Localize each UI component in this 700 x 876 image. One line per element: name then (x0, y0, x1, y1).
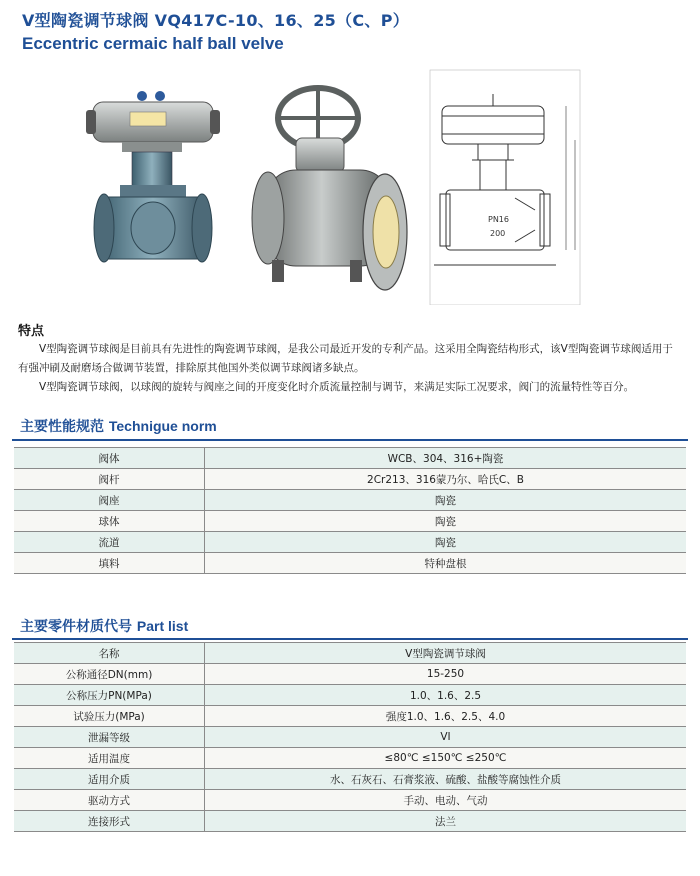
table-value: ≤80℃ ≤150℃ ≤250℃ (205, 748, 687, 769)
table-value: 15-250 (205, 664, 687, 685)
table-value: 特种盘根 (205, 553, 687, 574)
table-row (14, 769, 686, 790)
page-subtitle: Eccentric cermaic half ball velve (22, 34, 284, 53)
table-key: 公称通径DN(mm) (14, 664, 205, 685)
technique-heading-en: Technigue norm (108, 418, 217, 434)
table-value: 陶瓷 (205, 490, 687, 511)
table-key: 试验压力(MPa) (14, 706, 205, 727)
drawing-label-pn: PN16 (488, 215, 509, 224)
technique-heading-cn: 主要性能规范 (20, 419, 104, 435)
table-key: 适用温度 (14, 748, 205, 769)
table-row (14, 685, 686, 706)
table-key: 阀体 (14, 448, 205, 469)
table-key: 适用介质 (14, 769, 205, 790)
valve-technical-drawing (430, 70, 580, 305)
table-row (14, 532, 686, 553)
table-row (14, 469, 686, 490)
gear-valve-photo (252, 88, 407, 290)
table-row (14, 490, 686, 511)
table-row (14, 748, 686, 769)
technique-table (14, 447, 686, 574)
table-key: 球体 (14, 511, 205, 532)
table-key: 连接形式 (14, 811, 205, 832)
table-row (14, 448, 686, 469)
drawing-label-dn: 200 (490, 229, 506, 238)
table-value: V型陶瓷调节球阀 (205, 643, 687, 664)
table-row (14, 706, 686, 727)
table-value: WCB、304、316+陶瓷 (205, 448, 687, 469)
table-row (14, 511, 686, 532)
table-row (14, 643, 686, 664)
table-value: 法兰 (205, 811, 687, 832)
page-title: V型陶瓷调节球阀 VQ417C-10、16、25（C、P） (22, 11, 410, 30)
features-paragraph-1: V型陶瓷调节球阀是目前具有先进性的陶瓷调节球阀，是我公司最近开发的专利产品。这采用全陶瓷结构形式，该V型陶瓷调节球阀适用于有强冲刷及耐磨场合做调节装置，排除原其他国外类似调节球阀诸多缺点。 (18, 343, 673, 374)
table-key: 阀杆 (14, 469, 205, 490)
table-value: 强度1.0、1.6、2.5、4.0 (205, 706, 687, 727)
technique-rule (12, 439, 688, 441)
table-row (14, 811, 686, 832)
table-row (14, 790, 686, 811)
table-value: VI (205, 727, 687, 748)
table-key: 公称压力PN(MPa) (14, 685, 205, 706)
table-key: 名称 (14, 643, 205, 664)
table-row (14, 664, 686, 685)
parts-heading-cn: 主要零件材质代号 (20, 619, 132, 635)
table-value: 2Cr213、316蒙乃尔、哈氏C、B (205, 469, 687, 490)
technique-heading (20, 416, 217, 436)
table-key: 泄漏等级 (14, 727, 205, 748)
product-illustrations (0, 60, 700, 305)
features-paragraph-2: V型陶瓷调节球阀，以球阀的旋转与阀座之间的开度变化时介质流量控制与调节，来满足实际工况要求，阀门的流量特性等百分。 (39, 381, 635, 393)
table-value: 陶瓷 (205, 511, 687, 532)
table-value: 陶瓷 (205, 532, 687, 553)
table-key: 流道 (14, 532, 205, 553)
table-value: 1.0、1.6、2.5 (205, 685, 687, 706)
table-value: 水、石灰石、石膏浆液、硫酸、盐酸等腐蚀性介质 (205, 769, 687, 790)
parts-table (14, 642, 686, 832)
table-key: 驱动方式 (14, 790, 205, 811)
table-row (14, 553, 686, 574)
table-key: 阀座 (14, 490, 205, 511)
features-heading: 特点 (18, 324, 45, 339)
parts-heading-en: Part list (136, 618, 189, 634)
pneumatic-valve-photo (86, 91, 220, 262)
table-value: 手动、电动、气动 (205, 790, 687, 811)
table-row (14, 727, 686, 748)
parts-heading (20, 616, 188, 636)
table-key: 填料 (14, 553, 205, 574)
parts-rule (12, 638, 688, 640)
